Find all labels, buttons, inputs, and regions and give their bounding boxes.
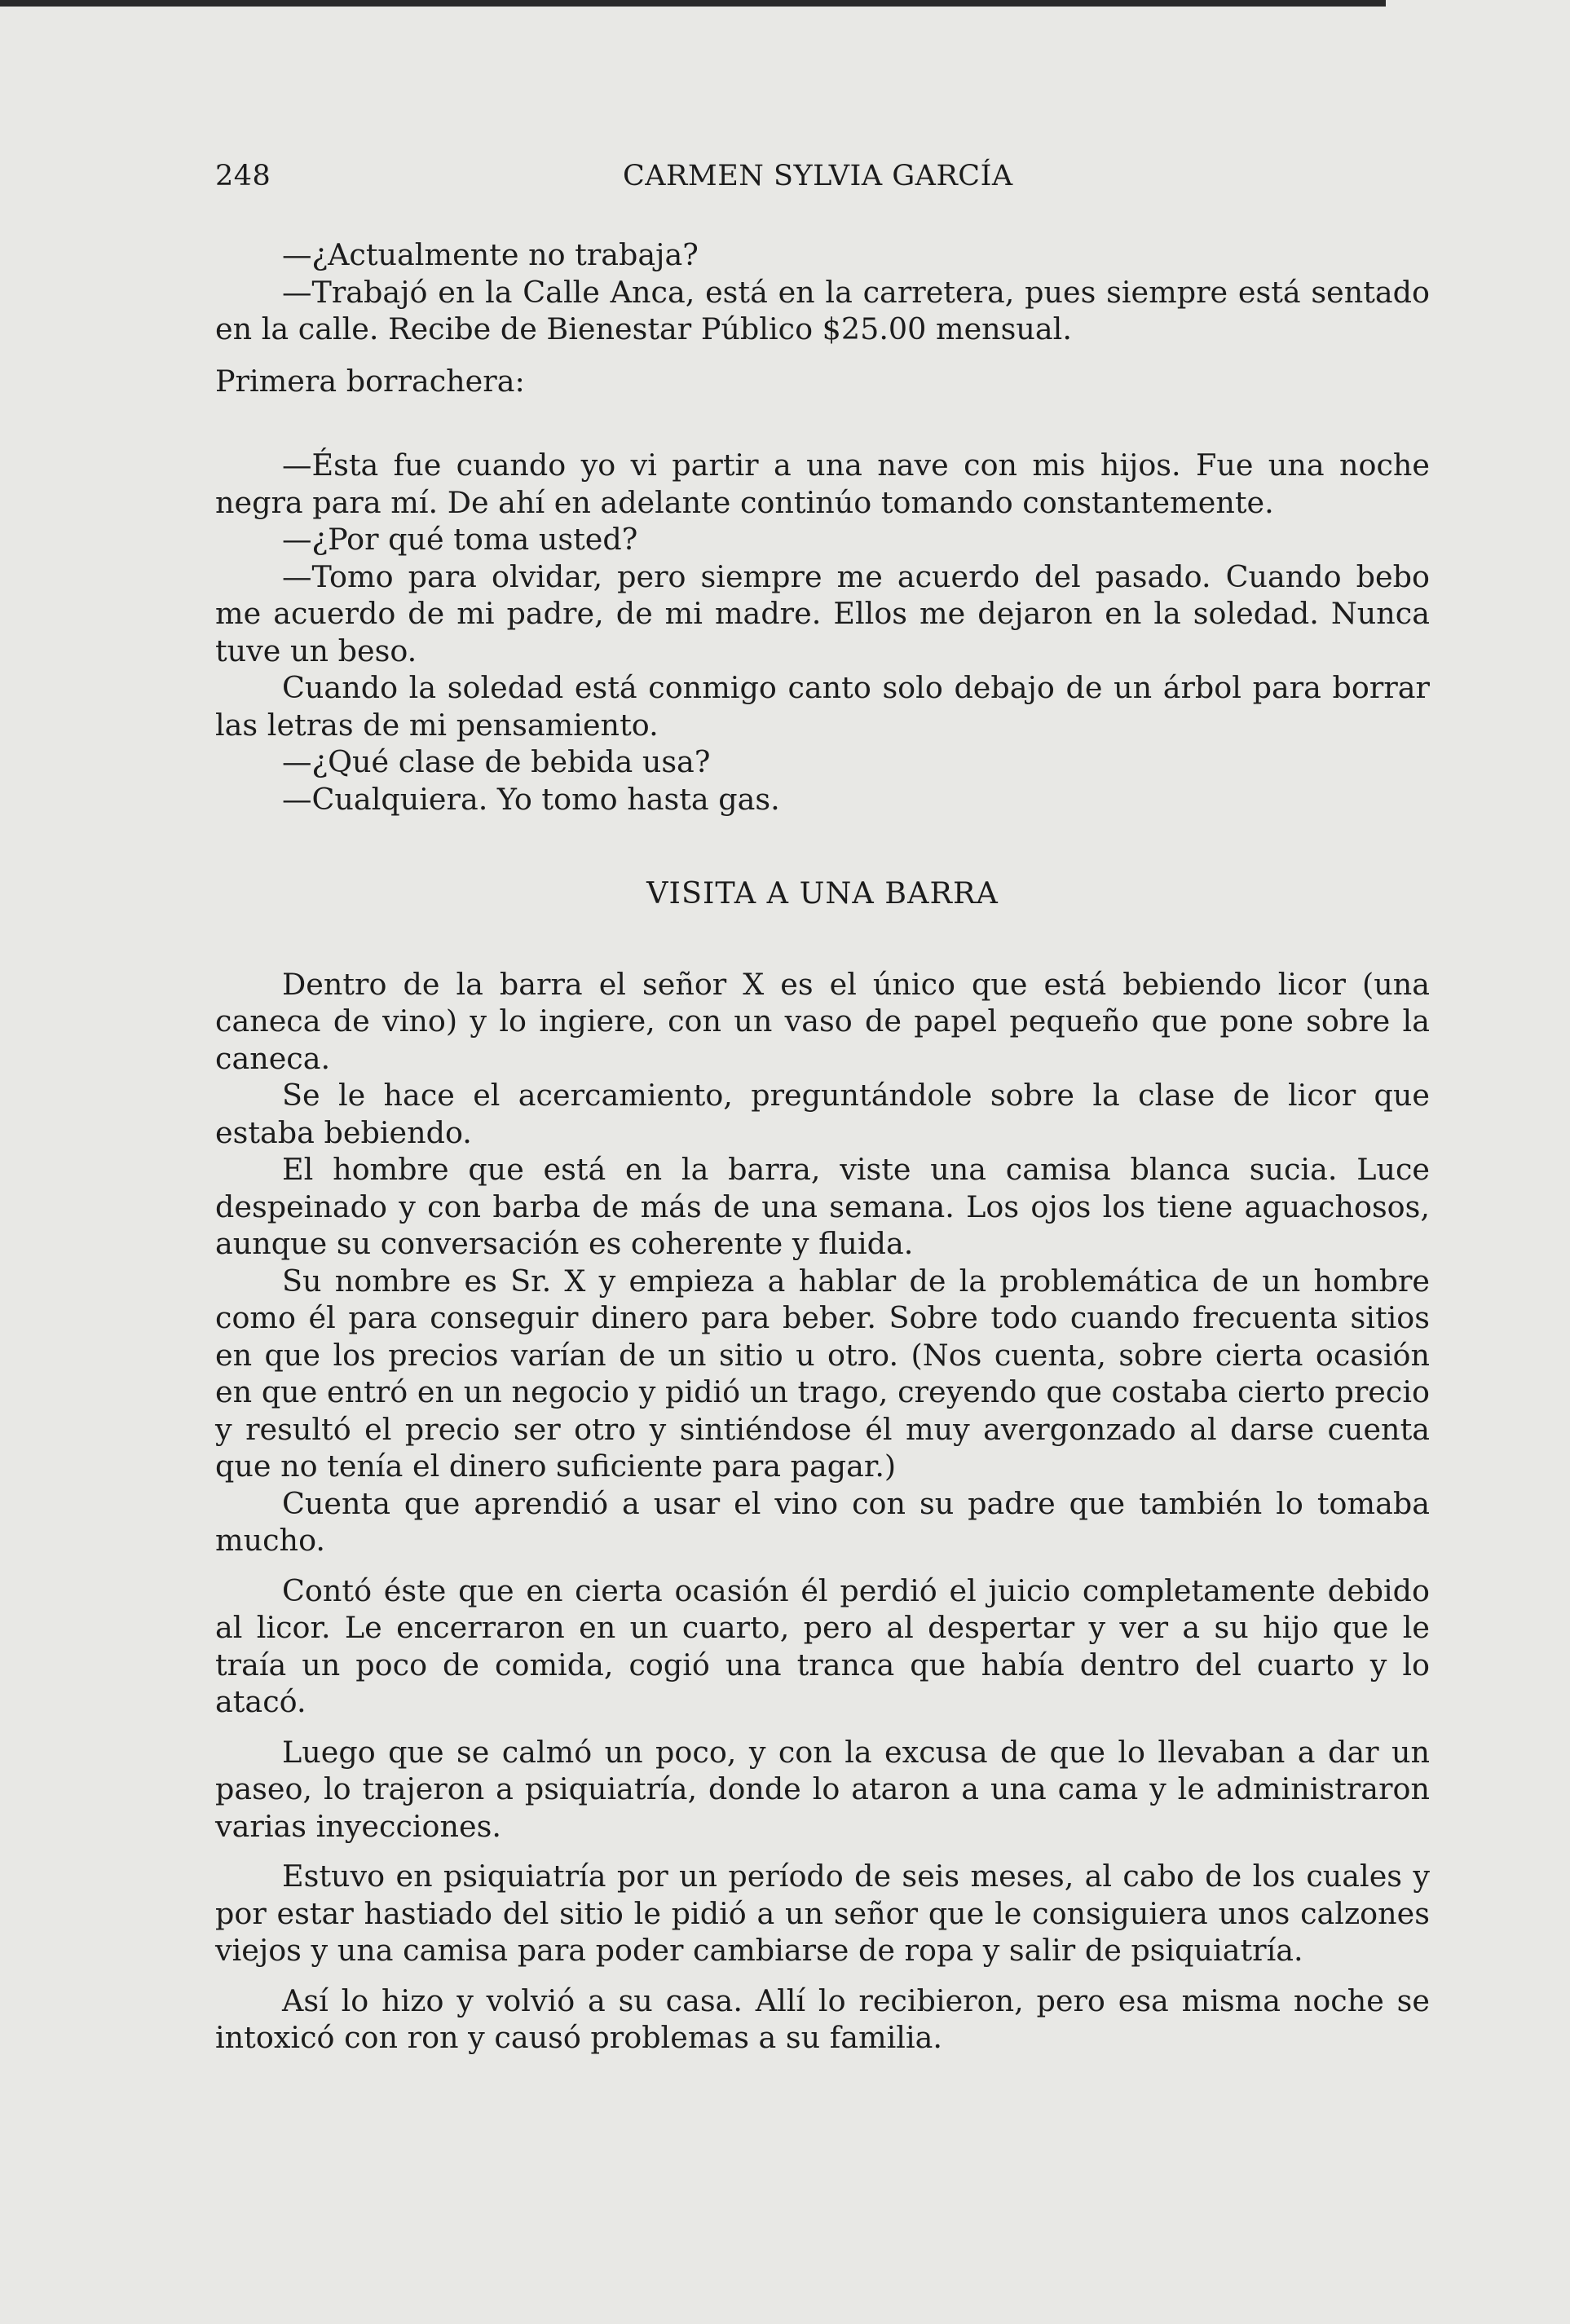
paragraph: Contó éste que en cierta ocasión él perdió el juicio completamente debido al licor. Le encerraron en un cuarto, pero al despertar y ver a su hijo que le traía un poco de comida, cogió una tranca que había dentro del cuarto y lo atacó. (215, 1572, 1430, 1719)
answer-trabajo: —Trabajó en la Calle Anca, está en la carretera, pues siempre está sentado en la calle. Recibe de Bienestar Público $25.00 mensual. (215, 274, 1430, 346)
scan-edge-line (0, 0, 1386, 7)
answer-bebida: —Cualquiera. Yo tomo hasta gas. (282, 781, 780, 817)
primera-borrachera-label: Primera borrachera: (215, 363, 525, 399)
page-number: 248 (215, 160, 271, 192)
answer-primera: —Ésta fue cuando yo vi partir a una nave con mis hijos. Fue una noche negra para mí. De ahí en adelante continúo tomando constantemente. (215, 448, 1430, 520)
paragraph: Se le hace el acercamiento, preguntándole sobre la clase de licor que estaba bebiendo. (215, 1078, 1430, 1150)
question-actualmente: —¿Actualmente no trabaja? (282, 237, 699, 272)
answer-soledad: Cuando la soledad está conmigo canto solo debajo de un árbol para borrar las letras de mi pensamiento. (215, 670, 1430, 743)
paragraph: Luego que se calmó un poco, y con la excusa de que lo llevaban a dar un paseo, lo trajeron a psiquiatría, donde lo ataron a una cama y le administraron varias inyecciones. (215, 1734, 1430, 1844)
question-bebida: —¿Qué clase de bebida usa? (282, 744, 711, 779)
page-header (215, 160, 1438, 192)
paragraph: El hombre que está en la barra, viste una camisa blanca sucia. Luce despeinado y con barba de más de una semana. Los ojos los tiene aguachosos, aunque su conversación es coherente y fluida. (215, 1152, 1430, 1261)
paragraph: Estuvo en psiquiatría por un período de seis meses, al cabo de los cuales y por estar hastiado del sitio le pidió a un señor que le consiguiera unos calzones viejos y una camisa para poder cambiarse de ropa y salir de psiquiatría. (215, 1859, 1430, 1968)
body-text (215, 236, 1430, 2057)
question-por-que: —¿Por qué toma usted? (282, 522, 638, 557)
paragraph: Así lo hizo y volvió a su casa. Allí lo recibieron, pero esa misma noche se intoxicó con ron y causó problemas a su familia. (215, 1982, 1430, 2055)
paragraph: Dentro de la barra el señor X es el único que está bebiendo licor (una caneca de vino) y lo ingiere, con un vaso de papel pequeño que pone sobre la caneca. (215, 966, 1430, 1076)
paragraph: Cuenta que aprendió a usar el vino con su padre que también lo tomaba mucho. (215, 1485, 1430, 1558)
answer-olvidar: —Tomo para olvidar, pero siempre me acuerdo del pasado. Cuando bebo me acuerdo de mi padre, de mi madre. Ellos me dejaron en la soledad. Nunca tuve un beso. (215, 558, 1430, 668)
paragraph: Su nombre es Sr. X y empieza a hablar de la problemática de un hombre como él para conseguir dinero para beber. Sobre todo cuando frecuenta sitios en que los precios varían de un sitio u otro. (Nos cuenta, sobre cierta ocasión en que entró en un negocio y pidió un trago, creyendo que costaba cierto precio y resultó el precio ser otro y sintiéndose él muy avergonzado al darse cuenta que no tenía el dinero suficiente para pagar.) (215, 1263, 1430, 1484)
running-head: CARMEN SYLVIA GARCÍA (623, 160, 1013, 192)
section-title: VISITA A UNA BARRA (646, 875, 999, 911)
